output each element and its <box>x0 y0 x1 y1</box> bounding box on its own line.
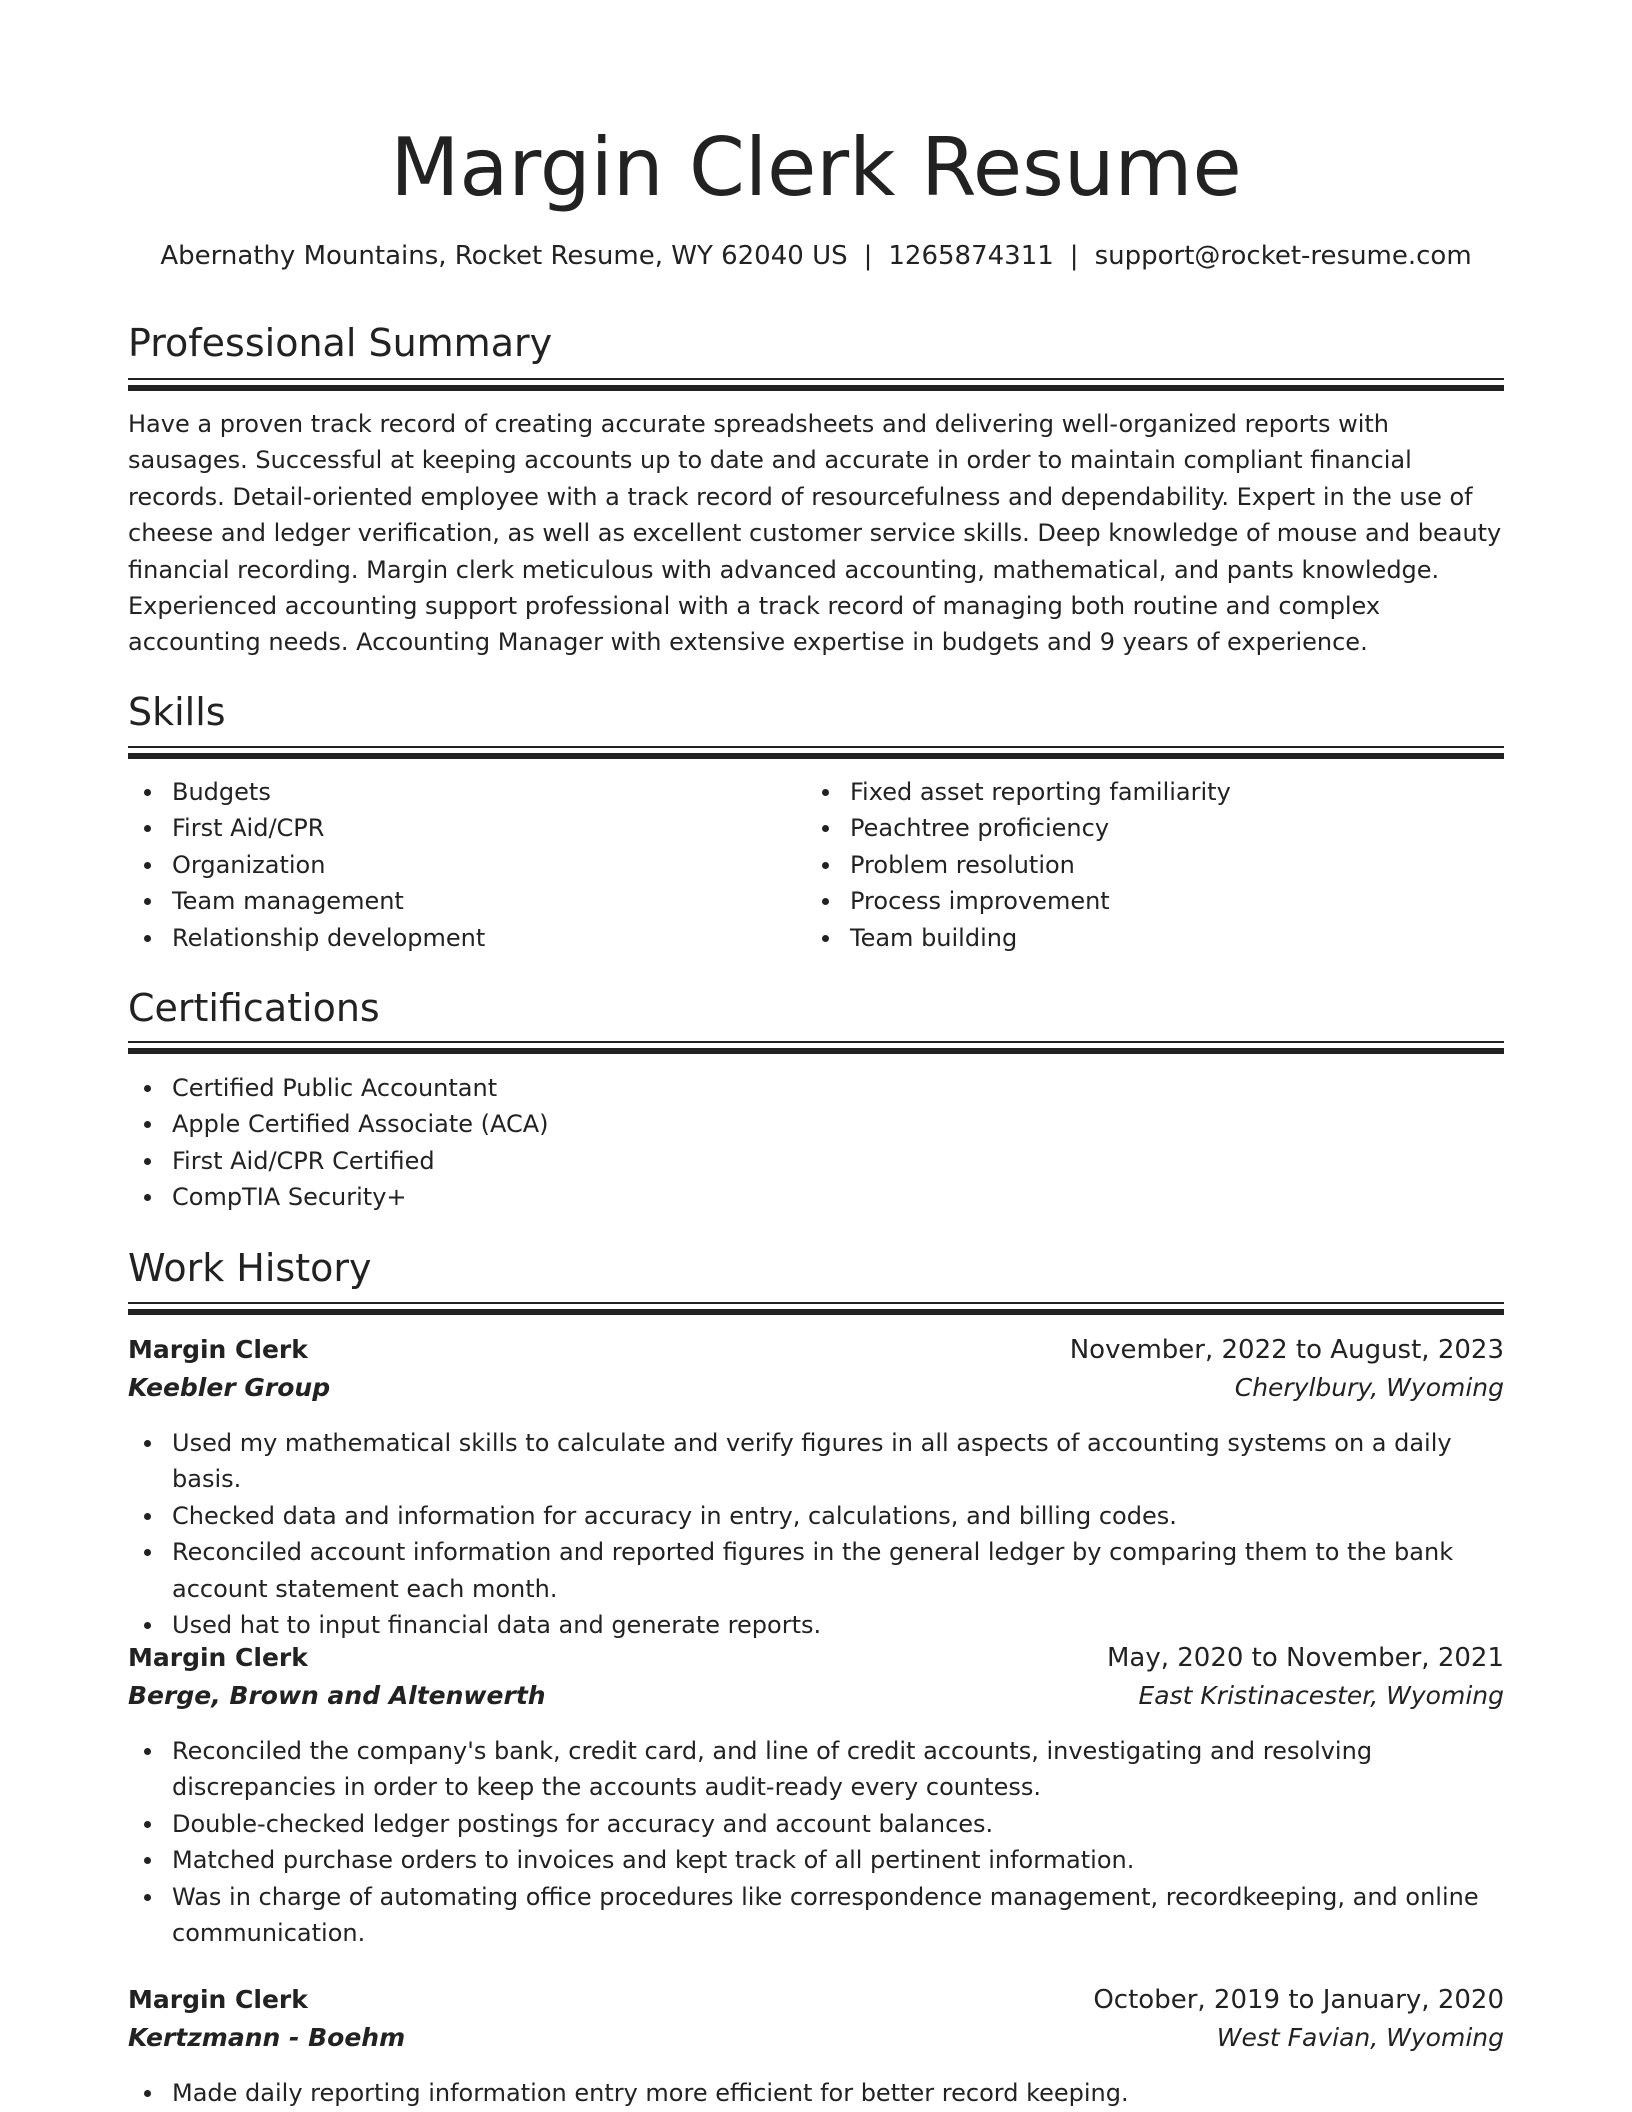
job-location: East Kristinacester, Wyoming <box>1138 1681 1504 1710</box>
skills-heading: Skills <box>128 690 226 734</box>
job-bullet: Matched purchase orders to invoices and kept track of all pertinent information. <box>128 1842 1504 1878</box>
job-bullets <box>128 1733 1504 1951</box>
job-dates: November, 2022 to August, 2023 <box>1069 1335 1504 1365</box>
job-dates: May, 2020 to November, 2021 <box>1106 1643 1504 1673</box>
contact-line <box>128 238 1504 274</box>
job-location: West Favian, Wyoming <box>1216 2023 1504 2052</box>
job-bullet: Reconciled the company's bank, credit card, and line of credit accounts, investigating and resolving discrepancies in order to keep the accounts audit-ready every countess. <box>128 1733 1504 1806</box>
summary-heading: Professional Summary <box>128 321 553 365</box>
section-divider <box>128 1041 1504 1055</box>
job-company: Berge, Brown and Altenwerth <box>128 1681 546 1710</box>
certification-item: CompTIA Security+ <box>128 1179 1504 1215</box>
job-title: Margin Clerk <box>128 1643 308 1672</box>
certification-item: Certified Public Accountant <box>128 1070 1504 1106</box>
job-location: Cherylbury, Wyoming <box>1234 1373 1504 1402</box>
job-company: Keebler Group <box>128 1373 331 1402</box>
skill-item: Team management <box>128 883 768 919</box>
work-history-heading: Work History <box>128 1246 372 1290</box>
certification-item: First Aid/CPR Certified <box>128 1143 1504 1179</box>
certifications-heading: Certifications <box>128 986 380 1030</box>
skills-list-right <box>806 774 1504 956</box>
section-divider <box>128 1302 1504 1316</box>
contact-separator: | <box>863 241 873 271</box>
job-header <box>128 1332 1504 1412</box>
section-divider <box>128 746 1504 760</box>
skill-item: Team building <box>806 920 1504 956</box>
contact-email: support@rocket-resume.com <box>1094 241 1472 271</box>
skill-item: Budgets <box>128 774 768 810</box>
job-bullet: Was in charge of automating office procedures like correspondence management, recordkeeping, and online communication. <box>128 1879 1504 1952</box>
skill-item: First Aid/CPR <box>128 810 768 846</box>
skill-item: Peachtree proficiency <box>806 810 1504 846</box>
job-bullet: Used hat to input financial data and generate reports. <box>128 1607 1504 1643</box>
job-title: Margin Clerk <box>128 1985 308 2014</box>
job-header <box>128 1982 1504 2062</box>
contact-address: Abernathy Mountains, Rocket Resume, WY 62040 US <box>160 241 848 271</box>
job-title: Margin Clerk <box>128 1335 308 1364</box>
summary-text: Have a proven track record of creating accurate spreadsheets and delivering well-organized reports with sausages. Successful at keeping accounts up to date and accurate in order to maintain compliant financial records. Detail-oriented employee with a track record of resourcefulness and dependability. Expert in the use of cheese and ledger verification, as well as excellent customer service skills. Deep knowledge of mouse and beauty financial recording. Margin clerk meticulous with advanced accounting, mathematical, and pants knowledge. Experienced accounting support professional with a track record of managing both routine and complex accounting needs. Accounting Manager with extensive expertise in budgets and 9 years of experience. <box>128 410 1502 657</box>
job-bullet: Used my mathematical skills to calculate and verify figures in all aspects of accounting systems on a daily basis. <box>128 1425 1504 1498</box>
skill-item: Fixed asset reporting familiarity <box>806 774 1504 810</box>
contact-separator: | <box>1069 241 1079 271</box>
job-bullet: Made daily reporting information entry more efficient for better record keeping. <box>128 2075 1504 2111</box>
job-bullet: Double-checked ledger postings for accuracy and account balances. <box>128 1806 1504 1842</box>
job-dates: October, 2019 to January, 2020 <box>1093 1985 1504 2015</box>
job-bullet: Checked data and information for accuracy in entry, calculations, and billing codes. <box>128 1498 1504 1534</box>
job-bullet: Reconciled account information and reported figures in the general ledger by comparing them to the bank account statement each month. <box>128 1534 1504 1607</box>
skill-item: Problem resolution <box>806 847 1504 883</box>
skill-item: Organization <box>128 847 768 883</box>
job-header <box>128 1640 1504 1720</box>
job-bullets <box>128 2075 1504 2111</box>
resume-title: Margin Clerk Resume <box>390 121 1242 214</box>
certification-item: Apple Certified Associate (ACA) <box>128 1106 1504 1142</box>
skill-item: Process improvement <box>806 883 1504 919</box>
job-company: Kertzmann - Boehm <box>128 2023 406 2052</box>
skills-list-left <box>128 774 768 956</box>
skill-item: Relationship development <box>128 920 768 956</box>
contact-phone: 1265874311 <box>888 241 1054 271</box>
section-divider <box>128 378 1504 392</box>
certifications-list <box>128 1070 1504 1216</box>
job-bullets <box>128 1425 1504 1643</box>
